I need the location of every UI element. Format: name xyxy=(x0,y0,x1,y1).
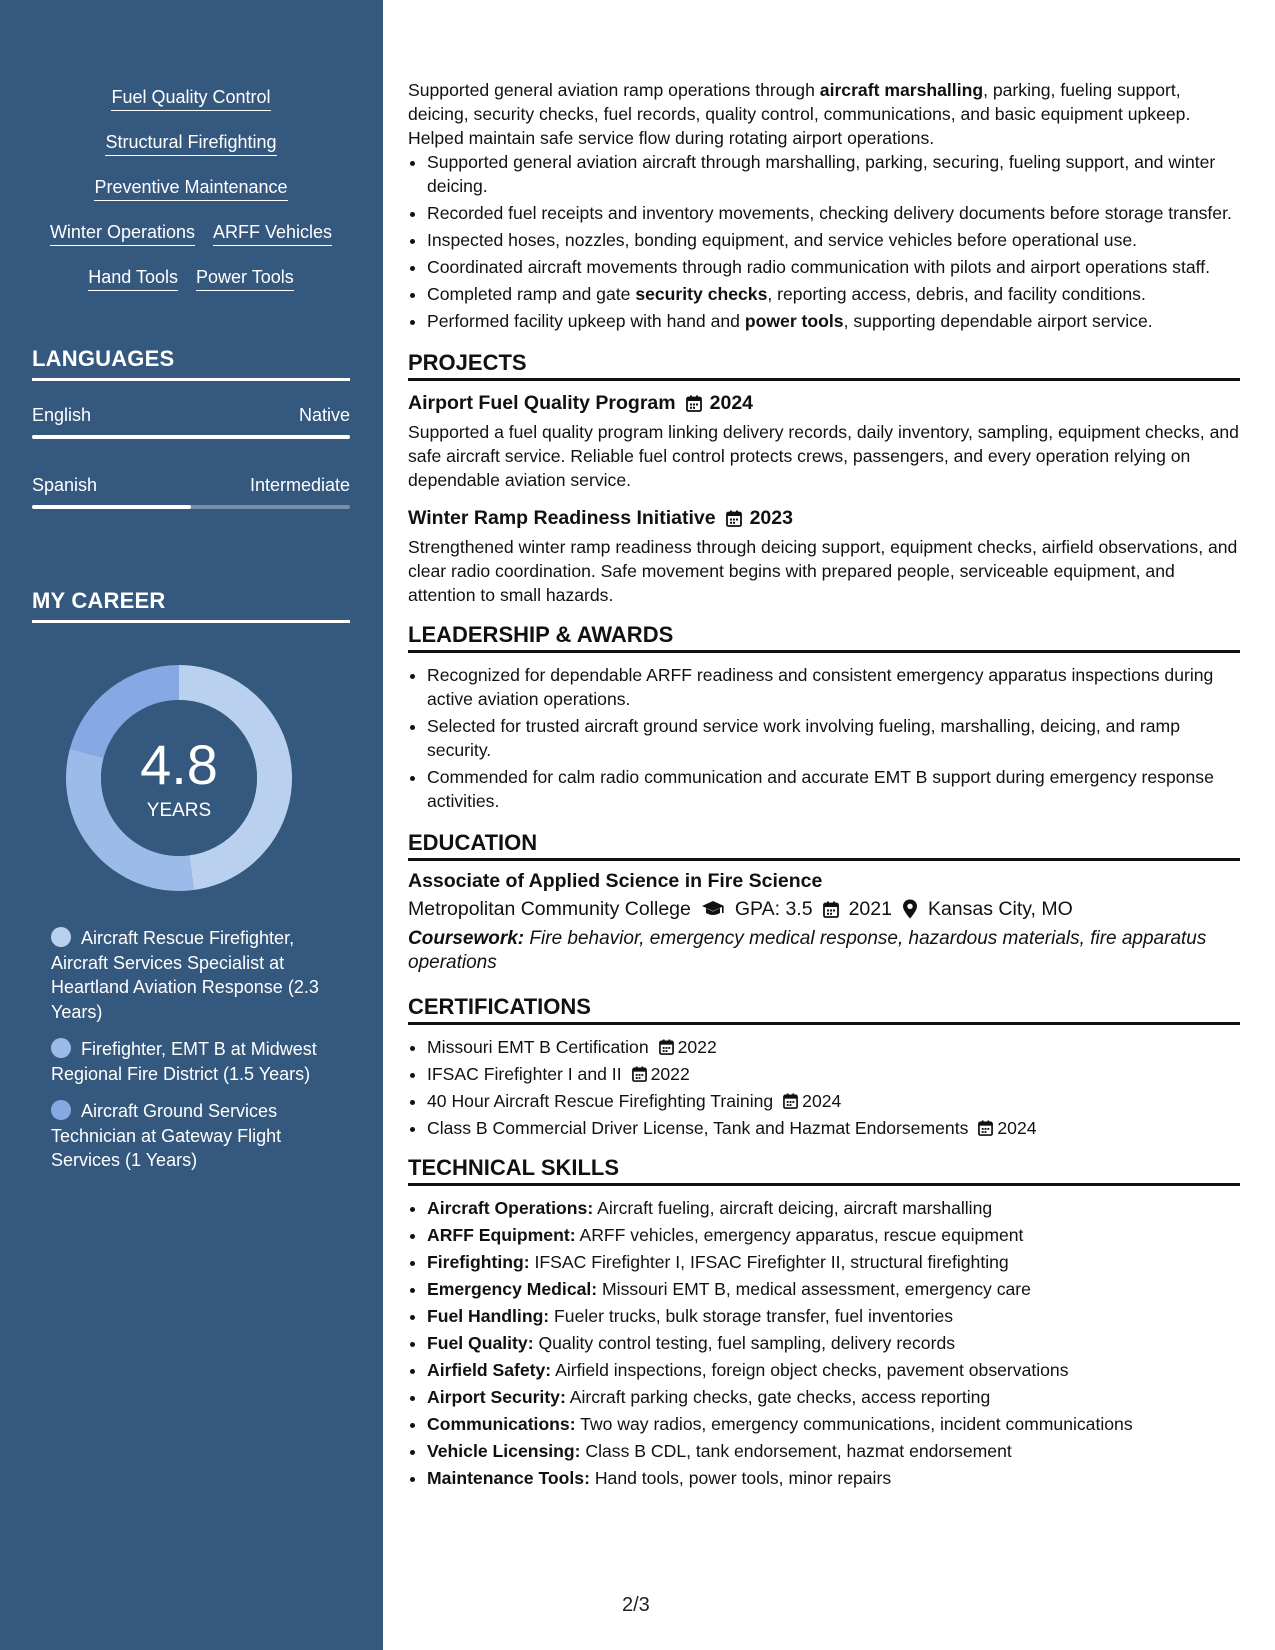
project-title: Winter Ramp Readiness Initiative xyxy=(408,507,716,529)
text-run: Inspected hoses, nozzles, bonding equipment, and service vehicles before operational use. xyxy=(427,230,1138,250)
certification-name: IFSAC Firefighter I and II xyxy=(427,1064,622,1084)
language-level: Intermediate xyxy=(249,475,350,495)
text-run: Coordinated aircraft movements through radio communication with pilots and airport operations staff. xyxy=(427,257,1210,277)
experience-bullet xyxy=(427,150,1240,198)
leadership-item: • Recognized for dependable ARFF readiness and consistent emergency apparatus inspections during active aviation operations. xyxy=(427,663,1240,711)
technical-skill-item xyxy=(427,1250,1240,1274)
graduation-cap-icon xyxy=(701,900,725,918)
project-description: Strengthened winter ramp readiness through deicing support, equipment checks, airfield observations, and clear radio coordination. Safe movement begins with prepared people, serviceable equipment, and attention to small hazards. xyxy=(408,537,1238,605)
technical-skill-item xyxy=(427,1331,1240,1355)
text-run: Performed facility upkeep with hand and xyxy=(427,311,745,331)
skill-values: IFSAC Firefighter I, IFSAC Firefighter II, structural firefighting xyxy=(529,1252,1009,1272)
main-content xyxy=(408,78,1240,1493)
sidebar xyxy=(0,0,383,1650)
text-run: , reporting access, debris, and facility conditions. xyxy=(767,284,1146,304)
calendar-icon xyxy=(632,1066,647,1082)
career-item-text: Aircraft Rescue Firefighter, Aircraft Services Specialist at Heartland Aviation Response (2.3 Years) xyxy=(51,928,319,1022)
skill-tag: Hand Tools xyxy=(88,266,178,291)
language-proficiency-bar xyxy=(32,435,350,439)
technical-skills-heading: TECHNICAL SKILLS xyxy=(408,1156,1240,1186)
project-year-group xyxy=(726,506,793,530)
skill-tag-row xyxy=(32,221,350,266)
technical-skill-item xyxy=(427,1439,1240,1463)
text-run: , parking, fueling support, deicing, security checks, fuel records, quality control, communications, and basic equipment upkeep. Helped maintain safe service flow during rotating airport operations. xyxy=(408,80,1191,148)
experience-bullet xyxy=(427,309,1240,333)
career-total-years: 4.8 xyxy=(140,733,218,796)
skill-tags xyxy=(32,86,350,311)
technical-skill-item xyxy=(427,1385,1240,1409)
certification-year: 2022 xyxy=(650,1064,690,1084)
technical-skill-item xyxy=(427,1466,1240,1490)
experience-bullets xyxy=(408,150,1240,333)
skill-category: Airport Security: xyxy=(427,1387,566,1407)
skill-tag: ARFF Vehicles xyxy=(213,221,332,246)
certification-name: 40 Hour Aircraft Rescue Firefighting Training xyxy=(427,1091,774,1111)
skill-category: Airfield Safety: xyxy=(427,1360,552,1380)
education-year: 2021 xyxy=(848,898,892,920)
career-heading: MY CAREER xyxy=(32,588,350,623)
project-year-group xyxy=(686,391,753,415)
text-run: Recorded fuel receipts and inventory movements, checking delivery documents before storage transfer. xyxy=(427,203,1232,223)
skill-tag: Power Tools xyxy=(196,266,294,291)
education-coursework xyxy=(408,927,1240,975)
languages-heading: LANGUAGES xyxy=(32,346,350,381)
career-color-dot xyxy=(51,1038,71,1058)
text-run: Completed ramp and gate xyxy=(427,284,636,304)
career-item-text: Aircraft Ground Services Technician at Gateway Flight Services (1 Years) xyxy=(51,1101,282,1170)
skill-values: Quality control testing, fuel sampling, delivery records xyxy=(533,1333,956,1353)
calendar-icon xyxy=(978,1120,993,1136)
experience-bullet xyxy=(427,201,1240,225)
skill-values: Aircraft fueling, aircraft deicing, aircraft marshalling xyxy=(593,1198,993,1218)
project-title-row xyxy=(408,391,1240,415)
language-level: Native xyxy=(298,405,350,425)
education-degree: Associate of Applied Science in Fire Science xyxy=(408,870,823,892)
technical-skills-list xyxy=(408,1196,1240,1490)
skill-category: Communications: xyxy=(427,1414,576,1434)
skill-values: Two way radios, emergency communications, incident communications xyxy=(575,1414,1133,1434)
certification-year: 2024 xyxy=(997,1118,1037,1138)
experience-bullet xyxy=(427,282,1240,306)
career-item xyxy=(51,1037,321,1086)
page-number: 2/3 xyxy=(622,1594,650,1616)
skill-tag-row xyxy=(32,176,350,221)
skill-category: Aircraft Operations: xyxy=(427,1198,594,1218)
education-school: Metropolitan Community College xyxy=(408,898,691,920)
certification-item xyxy=(427,1089,1240,1113)
skill-tag: Structural Firefighting xyxy=(105,131,276,156)
skill-category: ARFF Equipment: xyxy=(427,1225,576,1245)
bold-text: power tools xyxy=(744,311,844,331)
skill-tag: Preventive Maintenance xyxy=(94,176,287,201)
skill-values: Hand tools, power tools, minor repairs xyxy=(589,1468,892,1488)
technical-skill-item xyxy=(427,1196,1240,1220)
location-pin-icon xyxy=(902,899,918,919)
certifications-list xyxy=(408,1035,1240,1140)
coursework-text: Fire behavior, emergency medical response, hazardous materials, fire apparatus operations xyxy=(408,928,1207,973)
career-color-dot xyxy=(51,1100,71,1120)
career-legend xyxy=(51,926,321,1186)
certification-item xyxy=(427,1062,1240,1086)
experience-summary xyxy=(408,78,1240,150)
education-heading: EDUCATION xyxy=(408,831,1240,861)
language-proficiency-fill xyxy=(32,505,191,509)
text-run: Supported general aviation aircraft through marshalling, parking, securing, fueling support, and winter deicing. xyxy=(427,152,1216,196)
skill-tag: Fuel Quality Control xyxy=(111,86,270,111)
calendar-icon xyxy=(726,510,742,527)
leadership-item: • Selected for trusted aircraft ground service work involving fueling, marshalling, deicing, and ramp security. xyxy=(427,714,1240,762)
language-proficiency-fill xyxy=(32,435,350,439)
skill-tag-row xyxy=(32,86,350,131)
skill-category: Maintenance Tools: xyxy=(427,1468,590,1488)
technical-skill-item xyxy=(427,1304,1240,1328)
skill-values: ARFF vehicles, emergency apparatus, rescue equipment xyxy=(575,1225,1024,1245)
skill-values: Class B CDL, tank endorsement, hazmat endorsement xyxy=(580,1441,1012,1461)
language-name: Spanish xyxy=(32,475,98,495)
language-item xyxy=(32,475,350,509)
education-location: Kansas City, MO xyxy=(927,898,1073,920)
language-row xyxy=(32,405,350,426)
calendar-icon xyxy=(686,395,702,412)
bold-text: aircraft marshalling xyxy=(819,80,984,100)
language-row xyxy=(32,475,350,496)
coursework-label: Coursework: xyxy=(408,928,525,949)
calendar-icon xyxy=(659,1039,674,1055)
project-description: Supported a fuel quality program linking delivery records, daily inventory, sampling, equipment checks, and safe aircraft service. Reliable fuel control protects crews, passengers, and every operation relying on dependable aviation service. xyxy=(408,422,1239,490)
skill-category: Vehicle Licensing: xyxy=(427,1441,581,1461)
calendar-icon xyxy=(783,1093,798,1109)
certification-name: Class B Commercial Driver License, Tank and Hazmat Endorsements xyxy=(427,1118,969,1138)
technical-skill-item xyxy=(427,1277,1240,1301)
skill-category: Emergency Medical: xyxy=(427,1279,598,1299)
education-gpa: GPA: 3.5 xyxy=(734,898,813,920)
skill-values: Airfield inspections, foreign object checks, pavement observations xyxy=(551,1360,1069,1380)
skill-category: Fuel Quality: xyxy=(427,1333,534,1353)
career-item xyxy=(51,1099,321,1173)
skill-tag: Winter Operations xyxy=(50,221,195,246)
career-color-dot xyxy=(51,927,71,947)
bold-text: security checks xyxy=(635,284,768,304)
certification-name: Missouri EMT B Certification xyxy=(427,1037,649,1057)
skill-values: Aircraft parking checks, gate checks, access reporting xyxy=(565,1387,991,1407)
career-years-unit: YEARS xyxy=(146,800,212,821)
project-title-row xyxy=(408,506,1240,530)
certification-item xyxy=(427,1116,1240,1140)
skill-tag-row xyxy=(32,266,350,311)
career-item xyxy=(51,926,321,1024)
leadership-item: • Commended for calm radio communication and accurate EMT B support during emergency response activities. xyxy=(427,765,1240,813)
leadership-list xyxy=(408,663,1240,813)
text-run: , supporting dependable airport service. xyxy=(843,311,1153,331)
calendar-icon xyxy=(823,901,839,918)
technical-skill-item xyxy=(427,1223,1240,1247)
skill-values: Missouri EMT B, medical assessment, emergency care xyxy=(597,1279,1031,1299)
skill-tag-row xyxy=(32,131,350,176)
language-name: English xyxy=(32,405,92,425)
language-proficiency-bar xyxy=(32,505,350,509)
technical-skill-item xyxy=(427,1358,1240,1382)
text-run: Supported general aviation ramp operations through xyxy=(408,80,820,100)
leadership-heading: LEADERSHIP & AWARDS xyxy=(408,623,1240,653)
project-year: 2023 xyxy=(749,507,793,529)
language-item xyxy=(32,405,350,439)
skill-values: Fueler trucks, bulk storage transfer, fuel inventories xyxy=(549,1306,954,1326)
skill-category: Firefighting: xyxy=(427,1252,530,1272)
certification-year: 2024 xyxy=(802,1091,842,1111)
experience-bullet xyxy=(427,255,1240,279)
projects-list xyxy=(408,391,1240,607)
education-details xyxy=(408,897,1240,921)
certification-item xyxy=(427,1035,1240,1059)
projects-heading: PROJECTS xyxy=(408,351,1240,381)
skill-category: Fuel Handling: xyxy=(427,1306,550,1326)
project-title: Airport Fuel Quality Program xyxy=(408,392,676,414)
certifications-heading: CERTIFICATIONS xyxy=(408,995,1240,1025)
certification-year: 2022 xyxy=(677,1037,717,1057)
technical-skill-item xyxy=(427,1412,1240,1436)
experience-bullet xyxy=(427,228,1240,252)
project-year: 2024 xyxy=(709,392,754,414)
career-item-text: Firefighter, EMT B at Midwest Regional Fire District (1.5 Years) xyxy=(51,1039,317,1084)
